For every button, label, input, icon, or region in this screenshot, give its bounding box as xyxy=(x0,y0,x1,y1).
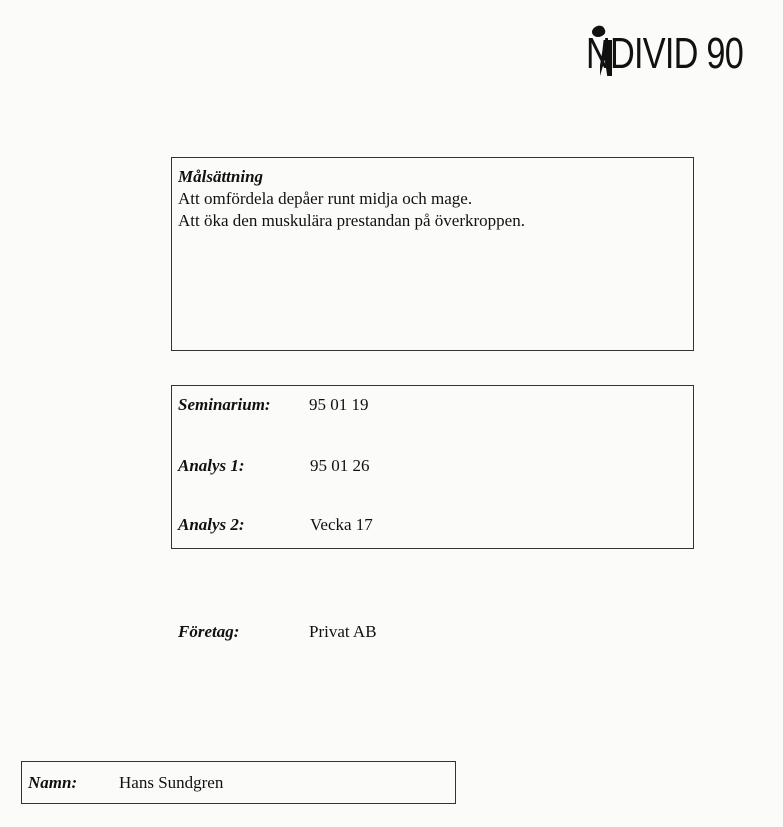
name-value: Hans Sundgren xyxy=(119,773,224,792)
goal-line-1: Att omfördela depåer runt midja och mage. xyxy=(178,189,473,208)
analysis-1-label: Analys 1: xyxy=(178,456,245,475)
seminar-date: 95 01 19 xyxy=(309,395,369,414)
analysis-2-row xyxy=(178,514,373,536)
analysis-2-label: Analys 2: xyxy=(178,515,245,534)
goal-heading: Målsättning xyxy=(178,167,264,186)
logo-text: NDIVID 90 xyxy=(586,29,744,78)
company-label: Företag: xyxy=(178,622,240,641)
seminar-label: Seminarium: xyxy=(178,395,271,414)
dates-box xyxy=(171,385,694,549)
company-value: Privat AB xyxy=(309,622,377,641)
name-box xyxy=(21,761,456,804)
goal-line-2: Att öka den muskulära prestandan på överkroppen. xyxy=(178,211,525,230)
goal-box xyxy=(171,157,694,351)
analysis-1-date: 95 01 26 xyxy=(310,456,370,475)
name-label: Namn: xyxy=(28,773,78,792)
analysis-1-row xyxy=(178,455,370,477)
seminar-row xyxy=(178,394,369,416)
analysis-2-date: Vecka 17 xyxy=(310,515,373,534)
company-row xyxy=(178,621,377,643)
individ-90-logo xyxy=(588,18,763,76)
